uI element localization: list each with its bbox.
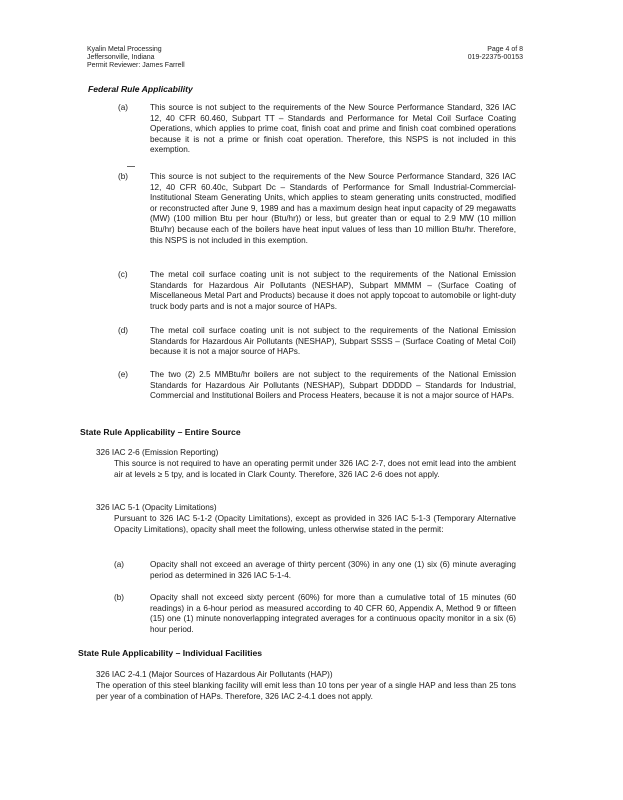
rule-5-1-title: 326 IAC 5-1 (Opacity Limitations) [96, 503, 217, 512]
opacity-item-b: Opacity shall not exceed sixty percent (60%) for more than a cumulative total of 15 minutes (60 readings) in a 6-hour period as measured according to 40 CFR 60, Appendix A, Method 9 or fifteen (15) one (1) minute nonoverlapping integrated averages for a continuous opacity monitor in a six (6) hour period. [150, 593, 516, 634]
company-name: Kyalin Metal Processing [87, 46, 162, 53]
page-number: Page 4 of 8 [487, 46, 523, 53]
permit-id: 019-22375-00153 [467, 54, 523, 61]
opacity-letter-b: (b) [114, 593, 125, 602]
company-location: Jeffersonville, Indiana [87, 54, 155, 61]
federal-item-e: The two (2) 2.5 MMBtu/hr boilers are not subject to the requirements of the National Emission Standards for Hazardous Air Pollutants (NESHAP), Subpart DDDDD – Standards for Industrial, Commercial and Institutional Boilers and Process Heaters, because it is not a major source of HAPs. [150, 370, 516, 401]
federal-item-b: This source is not subject to the requirements of the New Source Performance Standard, 326 IAC 12, 40 CFR 60.40c, Subpart Dc – Standards of Performance for Small Industrial-Commercial-Institutional Steam Generating Units, which applies to steam generating units constructed, modified or reconstructed after June 9, 1989 and has a maximum design heat input capacity of 29 megawatts (MW) (100 million Btu per hour (Btu/hr)) or less, but greater than or equal to 2.9 MW (10 million Btu/hr) because each of the boilers have heat input values of less than 10 million Btu/hr. Therefore, this NSPS is not included in this exemption. [150, 172, 516, 245]
header-left [87, 46, 185, 70]
permit-reviewer: Permit Reviewer: James Farrell [87, 62, 185, 69]
federal-letter-a: (a) [118, 103, 129, 112]
opacity-letter-a: (a) [114, 560, 125, 569]
state-entire-heading: State Rule Applicability – Entire Source [80, 427, 241, 437]
federal-heading: Federal Rule Applicability [88, 84, 193, 94]
federal-item-a: This source is not subject to the requirements of the New Source Performance Standard, 326 IAC 12, 40 CFR 60.460, Subpart TT – Standards and Performance for Metal Coil Surface Coating Operations, which applies to prime coat, finish coat and prime and finish coat combined operations because it is not a prime or finish coat operation. Therefore, this NSPS is not included in this exemption. [150, 103, 516, 155]
federal-letter-c: (c) [118, 270, 128, 279]
rule-2-4-1-title: 326 IAC 2-4.1 (Major Sources of Hazardous Air Pollutants (HAP)) [96, 670, 333, 679]
rule-2-6-text: This source is not required to have an operating permit under 326 IAC 2-7, does not emit lead into the ambient air at levels ≥ 5 tpy, and is located in Clark County. Therefore, 326 IAC 2-6 does not apply. [114, 459, 516, 479]
scan-mark [127, 166, 135, 167]
rule-5-1-text: Pursuant to 326 IAC 5-1-2 (Opacity Limitations), except as provided in 326 IAC 5-1-3 (Temporary Alternative Opacity Limitations), opacity shall meet the following, unless otherwise stated in the permit: [114, 514, 516, 534]
opacity-item-a: Opacity shall not exceed an average of thirty percent (30%) in any one (1) six (6) minute averaging period as determined in 326 IAC 5-1-4. [150, 560, 516, 580]
federal-item-d: The metal coil surface coating unit is not subject to the requirements of the National Emission Standards for Hazardous Air Pollutants (NESHAP), Subpart SSSS – (Surface Coating of Metal Coil) because it is not a major source of HAPs. [150, 326, 516, 357]
federal-letter-e: (e) [118, 370, 129, 379]
federal-letter-d: (d) [118, 326, 129, 335]
rule-2-6-title: 326 IAC 2-6 (Emission Reporting) [96, 448, 219, 457]
header-right [468, 46, 523, 62]
federal-letter-b: (b) [118, 172, 129, 181]
rule-2-4-1-text: The operation of this steel blanking facility will emit less than 10 tons per year of a single HAP and less than 25 tons per year of a combination of HAPs. Therefore, 326 IAC 2-4.1 does not apply. [96, 681, 516, 701]
state-individual-heading: State Rule Applicability – Individual Facilities [78, 648, 263, 658]
federal-item-c: The metal coil surface coating unit is not subject to the requirements of the National Emission Standards for Hazardous Air Pollutants (NESHAP), Subpart MMMM – (Surface Coating of Miscellaneous Metal Part and Products) because it does not apply topcoat to automobile or light-duty truck body parts and is not a major source of HAPs. [150, 270, 516, 311]
